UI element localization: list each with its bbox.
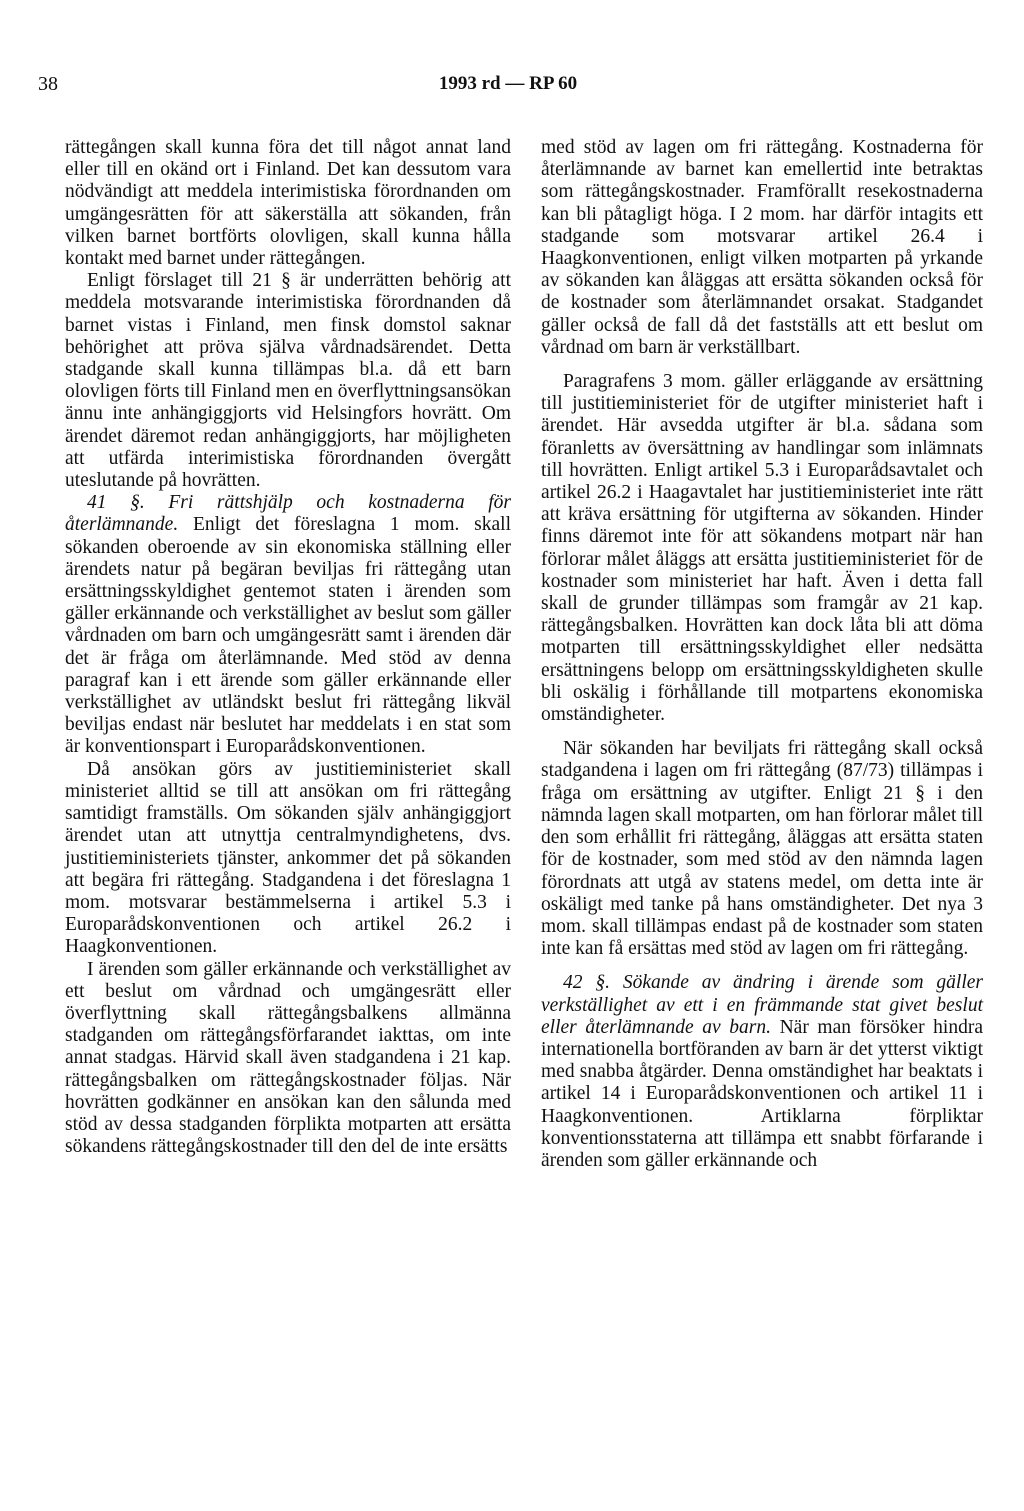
running-title: 1993 rd — RP 60 — [438, 73, 578, 94]
right-paragraph-1: med stöd av lagen om fri rättegång. Kostnaderna för återlämnande av barnet kan emellertid inte betraktas som rättegångskostnader. Framförallt resekostnaderna kan bli påtagligt höga. I 2 mom. har därför intagits ett stadgande som motsvarar artikel 26.4 i Haagkonventionen, enligt vilken motparten på yrkande av sökanden kan åläggas att ersätta sökanden också för de kostnader som återlämnandet orsakat. Stadgandet gäller också de fall då det fastställs att ett beslut om vårdnad om barn är verkställbart. — [541, 137, 983, 358]
right-column — [541, 137, 983, 1172]
section-41-heading: 41 §. Fri rättshjälp och kostnaderna för återlämnande. — [65, 492, 511, 536]
right-paragraph-2: Paragrafens 3 mom. gäller erläggande av ersättning till justitieministeriet för de utgifter ministeriet haft i ärendet. Här avsedda utgifter är bl.a. sådana som föranletts av översättning av handlingar som inlämnats till hovrätten. Enligt artikel 5.3 i Europarådsavtalet och artikel 26.2 i Haagavtalet har justitieministeriet inte rätt att kräva ersättning för utgifterna av sökanden. Hinder finns däremot inte för att sökandens motpart när han förlorar målet åläggs att ersätta justitieministeriet för de kostnader som ministeriet har haft. Även i detta fall skall de grunder tillämpas som framgår av 21 kap. rättegångsbalken. Hovrätten kan dock låta bli att döma motparten till ersättningsskyldighet eller nedsätta ersättningens belopp om ersättningsskyldigheten skulle bli oskälig i förhållande till motpartens ekonomiska omständigheter. — [541, 371, 983, 726]
left-column — [65, 137, 511, 1158]
section-41-body: Enligt det föreslagna 1 mom. skall sökanden oberoende av sin ekonomiska ställning eller ärendets natur på begäran beviljas fri rättegång utan ersättningsskyldighet gentemot staten i ärenden som gäller erkännande och verkställighet av beslut som gäller vårdnaden om barn och umgängesrätt samt i ärenden där det är fråga om återlämnande. Med stöd av denna paragraf kan i ett ärende som gäller erkännande eller verkställighet av utländskt beslut fri rättegång likväl beviljas endast när beslutet har meddelats i en stat som är konventionspart i Europarådskonventionen. — [65, 514, 511, 758]
section-42-heading: 42 §. Sökande av ändring i ärende som gäller verkställighet av ett i en främmande stat givet beslut eller återlämnande av barn. — [541, 972, 983, 1038]
left-paragraph-3 — [65, 492, 511, 758]
left-paragraph-2: Enligt förslaget till 21 § är underrätten behörig att meddela motsvarande interimistiska förordnanden då barnet vistas i Finland, men finsk domstol saknar behörighet att pröva själva vårdnadsärendet. Detta stadgande skall kunna tillämpas bl.a. då ett barn olovligen förts till Finland men en överflyttningsansökan ännu inte anhängiggjorts vid Helsingfors hovrätt. Om ärendet däremot redan anhängiggjorts, har möjligheten att utfärda interimistiska förordnanden övergått uteslutande på hovrätten. — [65, 270, 511, 492]
left-paragraph-1: rättegången skall kunna föra det till något annat land eller till en okänd ort i Finland. Det kan dessutom vara nödvändigt att meddela interimistiska förordnanden om umgängesrätten för att säkerställa att sökanden, från vilken barnet bortförts olovligen, skall kunna hålla kontakt med barnet under rättegången. — [65, 137, 511, 270]
right-paragraph-4 — [541, 972, 983, 1172]
section-42-body: När man försöker hindra internationella bortföranden av barn är det ytterst viktigt med snabba åtgärder. Denna omständighet har beaktats i artikel 14 i Europarådskonventionen och artikel 11 i Haagkonventionen. Artiklarna förpliktar konventionsstaterna att tillämpa ett snabbt förfarande i ärenden som gäller erkännande och — [541, 1016, 983, 1171]
left-paragraph-5: I ärenden som gäller erkännande och verkställighet av ett beslut om vårdnad och umgängesrätt eller överflyttning skall rättegångsbalkens allmänna stadganden om rättegångsförfarandet iakttas, om inte annat stadgas. Härvid skall även stadgandena i 21 kap. rättegångsbalken om rättegångskostnader följas. När hovrätten godkänner en ansökan kan den sålunda med stöd av dessa stadganden förplikta motparten att ersätta sökandens rättegångskostnader till den del de inte ersätts — [65, 958, 511, 1158]
page-header — [38, 73, 978, 105]
left-paragraph-4: Då ansökan görs av justitieministeriet skall ministeriet alltid se till att ansökan om fri rättegång samtidigt framställs. Om sökanden själv anhängiggjort ärendet utan att utnyttja centralmyndighetens, dvs. justitieministeriets tjänster, ankommer det på sökanden att begära fri rättegång. Stadgandena i det föreslagna 1 mom. motsvarar bestämmelserna i artikel 5.3 i Europarådskonventionen och artikel 26.2 i Haagkonventionen. — [65, 758, 511, 958]
right-paragraph-3: När sökanden har beviljats fri rättegång skall också stadgandena i lagen om fri rättegång (87/73) tillämpas i fråga om ersättning av utgifter. Enligt 21 § i den nämnda lagen skall motparten, om han förlorar målet till den som erhållit fri rättegång, åläggas att ersätta staten för de kostnader, som med stöd av den nämnda lagen förordnats att utgå av statens medel, om detta inte är oskäligt med tanke på hans omständigheter. Det nya 3 mom. skall tillämpas endast på de kostnader som staten inte kan få ersättas med stöd av lagen om fri rättegång. — [541, 738, 983, 960]
page-number: 38 — [38, 73, 58, 95]
